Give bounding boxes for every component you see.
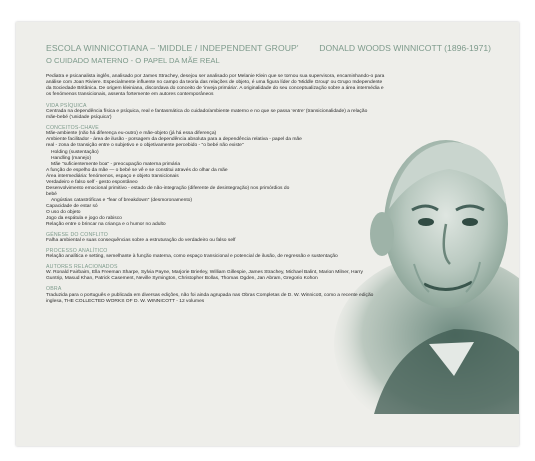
- list-item: Angústias catastróficas e "fear of breakdown" (desmoronamento): [51, 197, 193, 203]
- list-item: real - zona de transição entre o subjetivo e o objetivamente percebido - "o bebé não existe": [46, 143, 244, 149]
- list-item: Handling (manejo): [51, 155, 91, 161]
- school-title: ESCOLA WINNICOTIANA – 'MIDDLE / INDEPENDENT GROUP': [46, 43, 299, 53]
- section-title-key-concepts: CONCEITOS-CHAVE: [46, 125, 99, 132]
- list-item: O uso do objeto: [46, 209, 81, 215]
- list-item: Desenvolvimento emocional primitivo - estado de não-integração (diferente de desintegração) nos primórdios do: [46, 185, 290, 191]
- section-title-authors: AUTORES RELACIONADOS: [46, 264, 118, 271]
- section-text-authors: W. Ronald Fairbairn, Ella Freeman Sharpe, Sylvia Payne, Marjorie Brierley, William Gillespie, James Strachey, Michael Balint, Marion Milner, Harry Guntrip, Masud Khan, Patrick Casement, Neville Symington, Christopher Bollas, Thomas Ogden, Jan Abram, Gregorio Kohon: [46, 270, 364, 282]
- section-text-analytic-process: Relação analítica e setting, semelhante à função materna, como espaço transicional e potencial de ilusão, de regressão e sustentação: [46, 254, 338, 260]
- list-item: bebé: [46, 191, 57, 197]
- list-item: A função de espelho da mãe — o bebé se vê e se constitui através do olhar da mãe: [46, 167, 228, 173]
- section-text-psychic-life: Centrada na dependência física e psíquica, real e fantasmática do cuidado/ambiente materno e no que se passa 'entre' (transicionalidade) a relação mãe-bebé ('unidade psíquica'): [46, 109, 368, 121]
- list-item: Mãe "suficientemente boa" - preocupação materna primária: [51, 161, 181, 167]
- list-item: Relação entre o brincar na criança e o humor no adulto: [46, 222, 166, 228]
- list-item: Mãe-ambiente (não há diferença eu-outro) e mãe-objeto (já há essa diferença): [46, 131, 217, 137]
- content-body: [46, 74, 391, 305]
- key-concepts-list: [46, 131, 391, 228]
- section-text-genesis: Falha ambiental e suas consequências sobre a estruturação do verdadeiro ou falso self: [46, 238, 236, 244]
- info-card: [16, 22, 519, 446]
- list-item: Holding (sustentação): [51, 149, 99, 155]
- section-title-work: OBRA: [46, 286, 62, 293]
- list-item: Ambiente facilitador - área de ilusão - porsagem da dependência absoluta para a dependência relativa - papel da mãe: [46, 137, 302, 143]
- author-name: DONALD WOODS WINNICOTT (1896-1971): [319, 43, 491, 53]
- intro-paragraph: Pediatra e psicanalista inglês, analisado por James Strachey, desejou ser analisado por Melanie Klein que se tornou sua supervisora, encaminhando-o para análise com Joan Riviere. Especialmente influente no campo da teoria das relações de objeto, é uma figura líder do 'Middle Group' ou Grupo Independente da Sociedade Britânica. De origem kleiniana, discordava do conceito de 'inveja primária'. A originalidade do seu conceptualização sobre a área intermédia e os fenómenos transicionais, assenta fortemente em autores contemporâneos: [46, 74, 385, 98]
- header: [46, 43, 316, 65]
- section-title-psychic-life: VIDA PSÍQUICA: [46, 103, 87, 110]
- section-text-work: Traduzida para o português e publicada em diversas edições, não foi ainda agrupada nas Obras Completas de D. W. Winnicott, como a recente edição inglesa, THE COLLECTED WORKS OF D. W. WINNICOTT - 12 volumes: [46, 292, 374, 304]
- list-item: Jogo da espátula e jogo do rabisco: [46, 216, 122, 222]
- list-item: Área intermediária: fenómenos, espaço e objeto transicionais: [46, 173, 179, 179]
- section-title-analytic-process: PROCESSO ANALÍTICO: [46, 248, 108, 255]
- subtitle: O CUIDADO MATERNO - O PAPEL DA MÃE REAL: [46, 56, 220, 65]
- list-item: Capacidade de estar só: [46, 203, 98, 209]
- section-title-genesis: GÉNESE DO CONFLITO: [46, 232, 109, 239]
- list-item: Verdadeiro e falso self - gesto espontâneo: [46, 179, 138, 185]
